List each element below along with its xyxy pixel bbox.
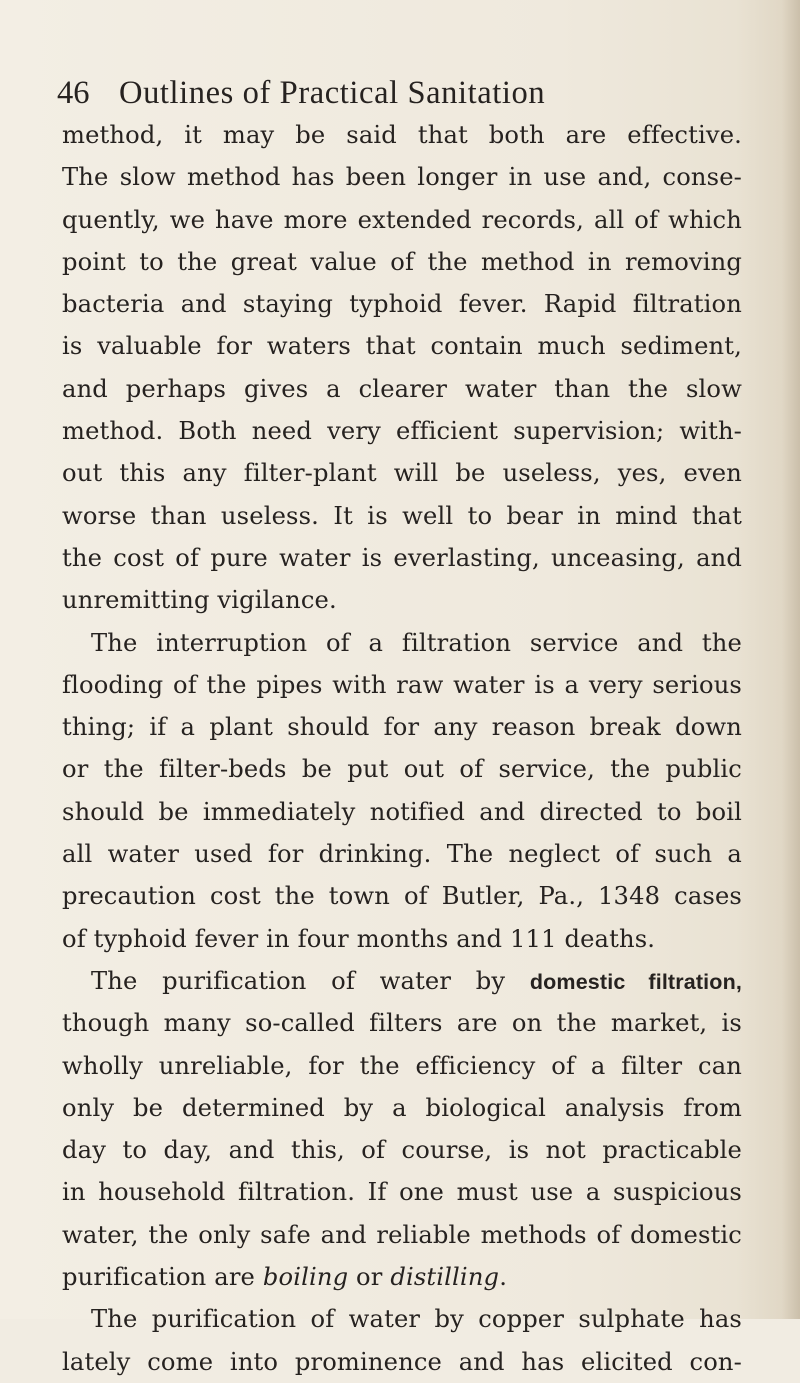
text-line: method. Both need very efficient supervision; with- <box>62 417 742 446</box>
text-line: method, it may be said that both are effective. <box>62 121 742 149</box>
text-line: wholly unreliable, for the efficiency of a filter can <box>62 1051 742 1080</box>
text-run: The purification of water by <box>91 966 530 995</box>
text-line: quently, we have more extended records, all of which <box>62 205 742 234</box>
emphasis-italic: boiling <box>262 1263 349 1292</box>
text-line: though many so-called filters are on the market, is <box>62 1009 742 1038</box>
text-line: the cost of pure water is everlasting, unceasing, and <box>62 543 742 572</box>
page-number: 46 <box>57 75 90 111</box>
page-edge-shadow <box>782 0 800 1319</box>
text-line: only be determined by a biological analysis from <box>62 1093 742 1122</box>
text-line: precaution cost the town of Butler, Pa., 1348 cases <box>62 882 742 911</box>
text-line: all water used for drinking. The neglect of such a <box>62 840 742 869</box>
text-line: of typhoid fever in four months and 111 deaths. <box>62 924 656 953</box>
text-run: or <box>348 1263 391 1292</box>
text-line: bacteria and staying typhoid fever. Rapid filtration <box>62 290 742 319</box>
text-line: should be immediately notified and directed to boil <box>62 797 742 826</box>
emphasis-bold: domestic filtration, <box>529 969 742 994</box>
text-run: purification are <box>62 1263 263 1292</box>
text-line <box>62 960 742 1002</box>
text-line: The interruption of a filtration service and the <box>91 628 742 657</box>
text-line <box>62 1256 742 1298</box>
running-head <box>57 68 747 118</box>
text-line: flooding of the pipes with raw water is a very serious <box>62 670 742 699</box>
text-line: The slow method has been longer in use and, conse- <box>62 163 742 192</box>
text-line: and perhaps gives a clearer water than the slow <box>62 374 742 403</box>
text-line: day to day, and this, of course, is not practicable <box>62 1136 742 1165</box>
text-line: unremitting vigilance. <box>62 586 337 615</box>
text-line: water, the only safe and reliable methods of domestic <box>62 1220 742 1249</box>
text-run: . <box>499 1263 508 1292</box>
text-line: thing; if a plant should for any reason break down <box>62 713 742 742</box>
emphasis-italic: distilling <box>390 1263 500 1292</box>
text-line: in household filtration. If one must use a suspicious <box>62 1178 742 1207</box>
text-line: The purification of water by copper sulphate has <box>91 1305 742 1334</box>
text-line: worse than useless. It is well to bear in mind that <box>62 501 742 530</box>
running-title: Outlines of Practical Sanitation <box>119 75 546 111</box>
text-line: point to the great value of the method in removing <box>62 247 742 276</box>
text-line: is valuable for waters that contain much sediment, <box>62 332 742 361</box>
text-line: or the filter-beds be put out of service, the public <box>62 755 742 784</box>
text-line: out this any filter-plant will be useless, yes, even <box>62 459 742 488</box>
body-text <box>62 114 742 1383</box>
text-line: lately come into prominence and has elicited con- <box>62 1347 742 1376</box>
